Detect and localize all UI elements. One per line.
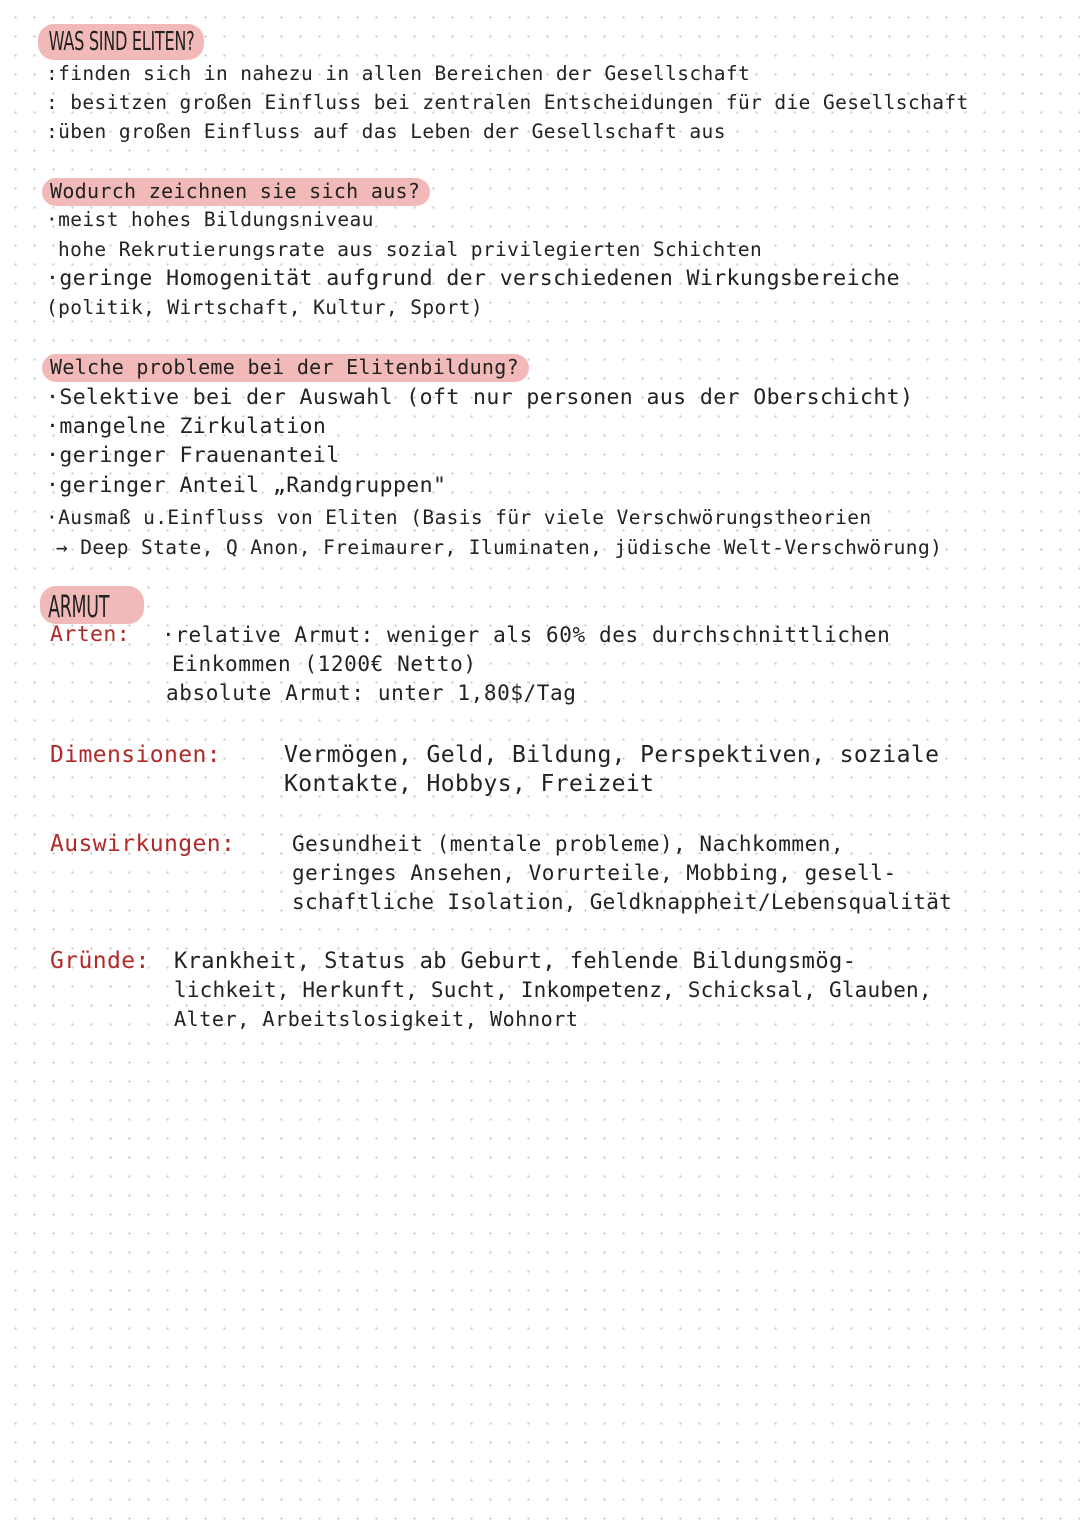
auswirkungen-line: geringes Ansehen, Vorurteile, Mobbing, gesell-: [292, 861, 897, 885]
armut-heading: ARMUT: [48, 590, 110, 625]
auswirkungen-line: Gesundheit (mentale probleme), Nachkommen,: [292, 832, 845, 856]
merkmale-item: ·meist hohes Bildungsniveau: [46, 208, 374, 231]
probleme-item: → Deep State, Q Anon, Freimaurer, Iluminaten, jüdische Welt-Verschwörung): [56, 536, 943, 559]
merkmale-heading: Wodurch zeichnen sie sich aus?: [42, 178, 430, 206]
arten-label: Arten:: [50, 622, 131, 647]
dimensionen-label: Dimensionen:: [50, 742, 221, 768]
eliten-heading: WAS SIND ELITEN?: [48, 27, 195, 57]
auswirkungen-line: schaftliche Isolation, Geldknappheit/Lebensqualität: [292, 890, 953, 914]
merkmale-item: ·geringe Homogenität aufgrund der verschiedenen Wirkungsbereiche: [46, 266, 901, 291]
dimensionen-line: Kontakte, Hobbys, Freizeit: [284, 771, 655, 797]
gruende-line: Alter, Arbeitslosigkeit, Wohnort: [174, 1007, 579, 1031]
probleme-heading: Welche probleme bei der Elitenbildung?: [42, 354, 529, 382]
gruende-line: Krankheit, Status ab Geburt, fehlende Bildungsmög-: [174, 949, 857, 974]
eliten-item: :finden sich in nahezu in allen Bereichen der Gesellschaft: [46, 62, 751, 85]
arten-line: absolute Armut: unter 1,80$/Tag: [166, 681, 577, 705]
probleme-item: ·Selektive bei der Auswahl (oft nur personen aus der Oberschicht): [46, 385, 914, 410]
probleme-item: ·geringer Anteil „Randgruppen": [46, 473, 447, 498]
probleme-item: ·geringer Frauenanteil: [46, 443, 340, 468]
gruende-label: Gründe:: [50, 948, 150, 974]
eliten-item: :üben großen Einfluss auf das Leben der Gesellschaft aus: [46, 120, 726, 143]
merkmale-item: hohe Rekrutierungsrate aus sozial privilegierten Schichten: [58, 238, 763, 261]
arten-line: Einkommen (1200€ Netto): [172, 652, 477, 676]
dimensionen-line: Vermögen, Geld, Bildung, Perspektiven, soziale: [284, 742, 940, 768]
gruende-line: lichkeit, Herkunft, Sucht, Inkompetenz, Schicksal, Glauben,: [174, 978, 932, 1002]
auswirkungen-label: Auswirkungen:: [50, 831, 236, 857]
probleme-item: ·Ausmaß u.Einfluss von Eliten (Basis für viele Verschwörungstheorien: [46, 506, 872, 529]
probleme-item: ·mangelne Zirkulation: [46, 414, 327, 439]
merkmale-item: (politik, Wirtschaft, Kultur, Sport): [46, 296, 484, 319]
eliten-item: : besitzen großen Einfluss bei zentralen Entscheidungen für die Gesellschaft: [46, 91, 969, 114]
arten-line: ·relative Armut: weniger als 60% des durchschnittlichen: [162, 623, 891, 647]
